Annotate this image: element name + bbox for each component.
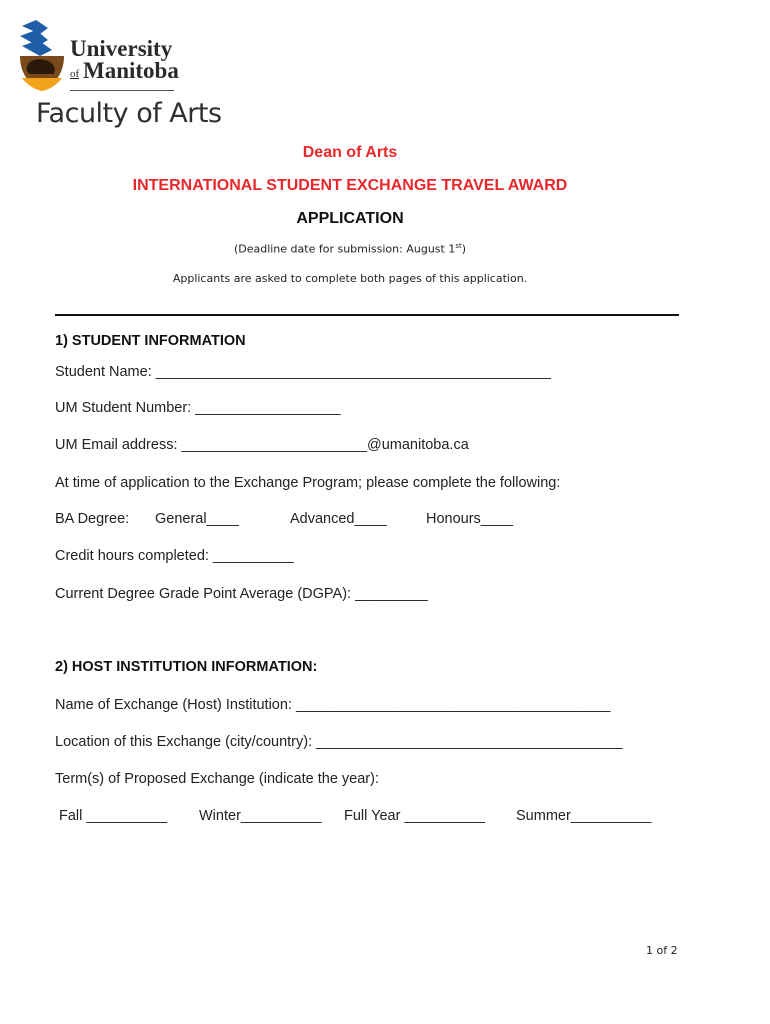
fall-term-field[interactable]: Fall __________ [59,808,168,824]
logo-manitoba-text: Manitoba [83,58,179,83]
ba-degree-label: BA Degree: [55,511,130,527]
dgpa-field[interactable]: Current Degree Grade Point Average (DGPA): _________ [55,586,428,602]
bison-shield-icon [18,20,66,92]
deadline-sup: st [455,242,462,250]
award-title: INTERNATIONAL STUDENT EXCHANGE TRAVEL AWARD [132,177,568,194]
student-name-field[interactable]: Student Name: _________________________________________________ [55,364,551,380]
host-institution-field[interactable]: Name of Exchange (Host) Institution: _______________________________________ [55,697,611,713]
section1-heading: 1) STUDENT INFORMATION [55,333,246,349]
page-number: 1 of 2 [646,944,678,957]
logo-of-text: of [70,68,80,80]
logo-divider [70,90,174,91]
deadline-note [0,242,700,256]
instructions-note: Applicants are asked to complete both pages of this application. [172,272,528,285]
advanced-option[interactable]: Advanced____ [290,511,387,527]
email-field[interactable]: UM Email address: _______________________@umanitoba.ca [55,437,469,453]
section2-heading: 2) HOST INSTITUTION INFORMATION: [55,659,318,675]
general-option[interactable]: General____ [155,511,239,527]
at-time-instruction: At time of application to the Exchange Program; please complete the following: [55,475,561,491]
deadline-suffix: ) [461,242,467,256]
logo-university-text: University [70,36,173,61]
summer-term-field[interactable]: Summer__________ [516,808,652,824]
location-field[interactable]: Location of this Exchange (city/country): ______________________________________ [55,734,623,750]
terms-label: Term(s) of Proposed Exchange (indicate the year): [55,771,379,787]
horizontal-divider [55,314,679,316]
student-number-field[interactable]: UM Student Number: __________________ [55,400,341,416]
honours-option[interactable]: Honours____ [426,511,514,527]
dean-heading: Dean of Arts [302,144,398,161]
winter-term-field[interactable]: Winter__________ [199,808,322,824]
faculty-name: Faculty of Arts [36,98,222,129]
deadline-prefix: (Deadline date for submission: August 1 [233,242,456,256]
application-heading: APPLICATION [296,210,404,227]
full-year-term-field[interactable]: Full Year __________ [344,808,486,824]
credit-hours-field[interactable]: Credit hours completed: __________ [55,548,294,564]
